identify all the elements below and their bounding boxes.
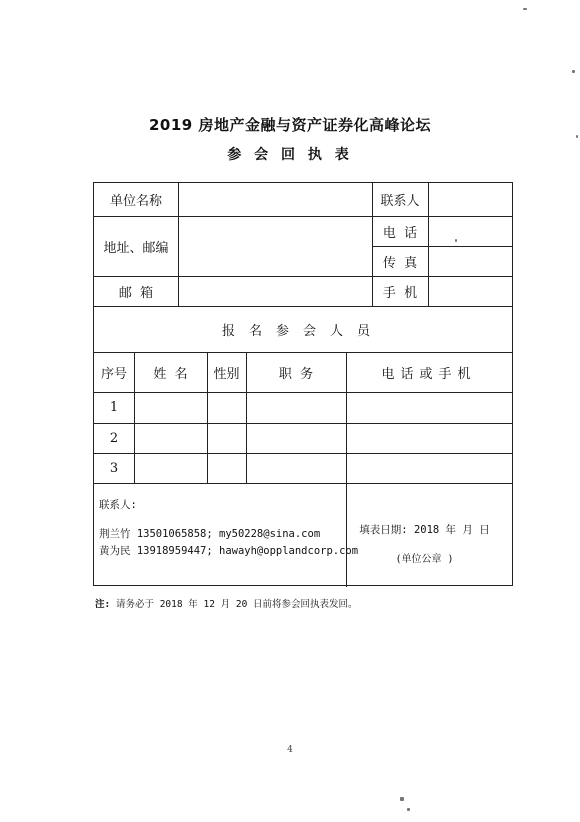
fill-date: 填表日期: 2018 年 月 日 (359, 524, 490, 536)
scan-speck (407, 808, 410, 811)
seal-label: (单位公章 ) (395, 554, 454, 565)
scan-speck (523, 8, 527, 10)
contact-person-label: 联系人 (380, 194, 420, 209)
grid-line (94, 392, 512, 393)
grid-line (94, 423, 512, 424)
scan-speck (576, 135, 578, 138)
address-field[interactable] (178, 216, 372, 276)
contact-person-field[interactable] (428, 183, 512, 216)
contact-line: 荆兰竹 13501065858; my50228@sina.com (99, 528, 321, 540)
note-label: 注: (95, 599, 111, 610)
note-text: 请务必于 2018 年 12 月 20 日前将参会回执表发回。 (115, 599, 358, 610)
grid-line (94, 483, 512, 484)
mobile-label: 手 机 (382, 285, 418, 301)
form-subtitle: 参 会 回 执 表 (227, 147, 353, 163)
grid-line (94, 453, 512, 454)
phone-field[interactable] (428, 216, 512, 246)
scan-speck (455, 239, 457, 242)
contacts-block (99, 497, 358, 560)
contacts-label: 联系人: (99, 499, 137, 511)
row-number: 3 (109, 460, 119, 476)
column-header-no: 序号 (100, 366, 127, 382)
row-number: 1 (109, 400, 119, 415)
column-header-phone: 电话或手机 (381, 366, 477, 382)
scan-speck (572, 70, 575, 73)
row-number: 2 (109, 430, 119, 446)
page-number: 4 (287, 745, 293, 755)
mobile-field[interactable] (428, 276, 512, 306)
form-title: 2019 房地产金融与资产证券化高峰论坛 (149, 116, 431, 134)
address-label: 地址、邮编 (103, 240, 169, 256)
attendees-header: 报名参会人员 (221, 323, 384, 339)
column-header-gender: 性别 (213, 366, 240, 382)
org-name-label: 单位名称 (109, 194, 162, 209)
contact-line: 黄为民 13918959447; hawayh@opplandcorp.com (99, 545, 359, 557)
phone-label: 电 话 (382, 225, 418, 241)
org-name-field[interactable] (178, 183, 372, 216)
scan-speck (400, 797, 404, 801)
email-label: 邮 箱 (118, 285, 154, 301)
registration-form-table (93, 182, 513, 586)
note (95, 596, 358, 610)
fax-label: 传 真 (382, 255, 418, 271)
column-header-name: 姓 名 (153, 366, 188, 382)
email-field[interactable] (178, 276, 372, 306)
column-header-position: 职 务 (278, 366, 314, 382)
fax-field[interactable] (428, 246, 512, 276)
